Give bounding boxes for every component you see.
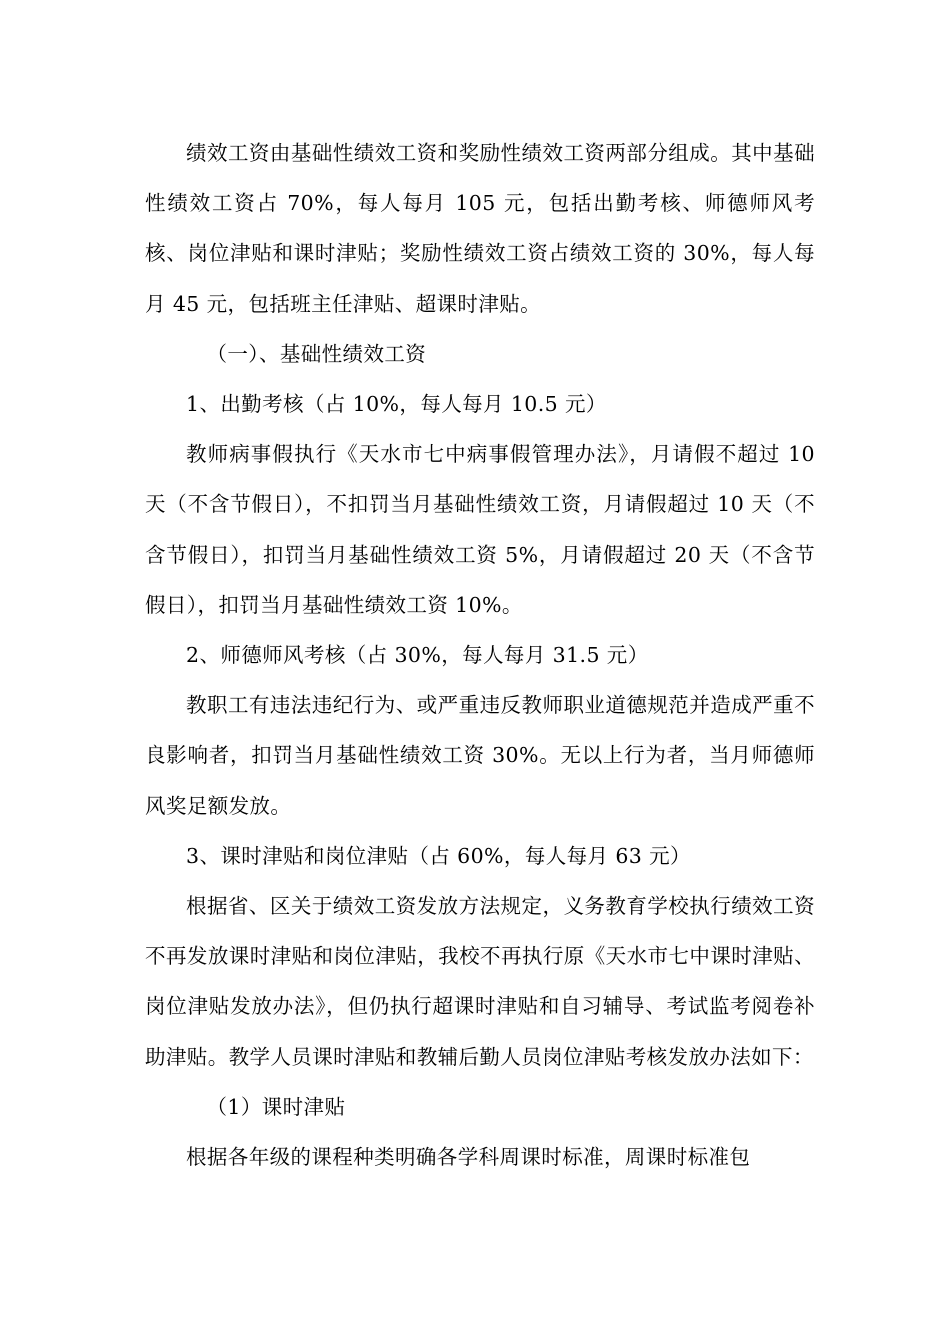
- paragraph-intro: 绩效工资由基础性绩效工资和奖励性绩效工资两部分组成。其中基础性绩效工资占 70%，每人每月 105 元，包括出勤考核、师德师风考核、岗位津贴和课时津贴；奖励性绩效工资占绩效工资的 30%，每人每月 45 元，包括班主任津贴、超课时津贴。: [145, 141, 815, 316]
- sub-heading-class-hour-allowance: （1）课时津贴: [206, 1094, 346, 1119]
- section-heading-basic-performance-pay: （一）、基础性绩效工资: [206, 341, 427, 366]
- item-heading-ethics: 2、师德师风考核（占 30%，每人每月 31.5 元）: [186, 643, 649, 668]
- item-heading-allowances: 3、课时津贴和岗位津贴（占 60%，每人每月 63 元）: [186, 843, 691, 868]
- paragraph-attendance: 教师病事假执行《天水市七中病事假管理办法》，月请假不超过 10 天（不含节假日），不扣罚当月基础性绩效工资，月请假超过 10 天（不含节假日），扣罚当月基础性绩效工资 5%，月请假超过 20 天（不含节假日），扣罚当月基础性绩效工资 10%。: [145, 442, 815, 617]
- paragraph-ethics: 教职工有违法违纪行为、或严重违反教师职业道德规范并造成严重不良影响者，扣罚当月基础性绩效工资 30%。无以上行为者，当月师德师风奖足额发放。: [145, 693, 815, 818]
- item-heading-attendance: 1、出勤考核（占 10%，每人每月 10.5 元）: [186, 392, 607, 417]
- document-body: [145, 128, 815, 1182]
- paragraph-allowances: 根据省、区关于绩效工资发放方法规定，义务教育学校执行绩效工资不再发放课时津贴和岗位津贴，我校不再执行原《天水市七中课时津贴、岗位津贴发放办法》，但仍执行超课时津贴和自习辅导、考试监考阅卷补助津贴。教学人员课时津贴和教辅后勤人员岗位津贴考核发放办法如下：: [145, 894, 815, 1069]
- paragraph-class-hour-standard: 根据各年级的课程种类明确各学科周课时标准，周课时标准包: [186, 1145, 751, 1170]
